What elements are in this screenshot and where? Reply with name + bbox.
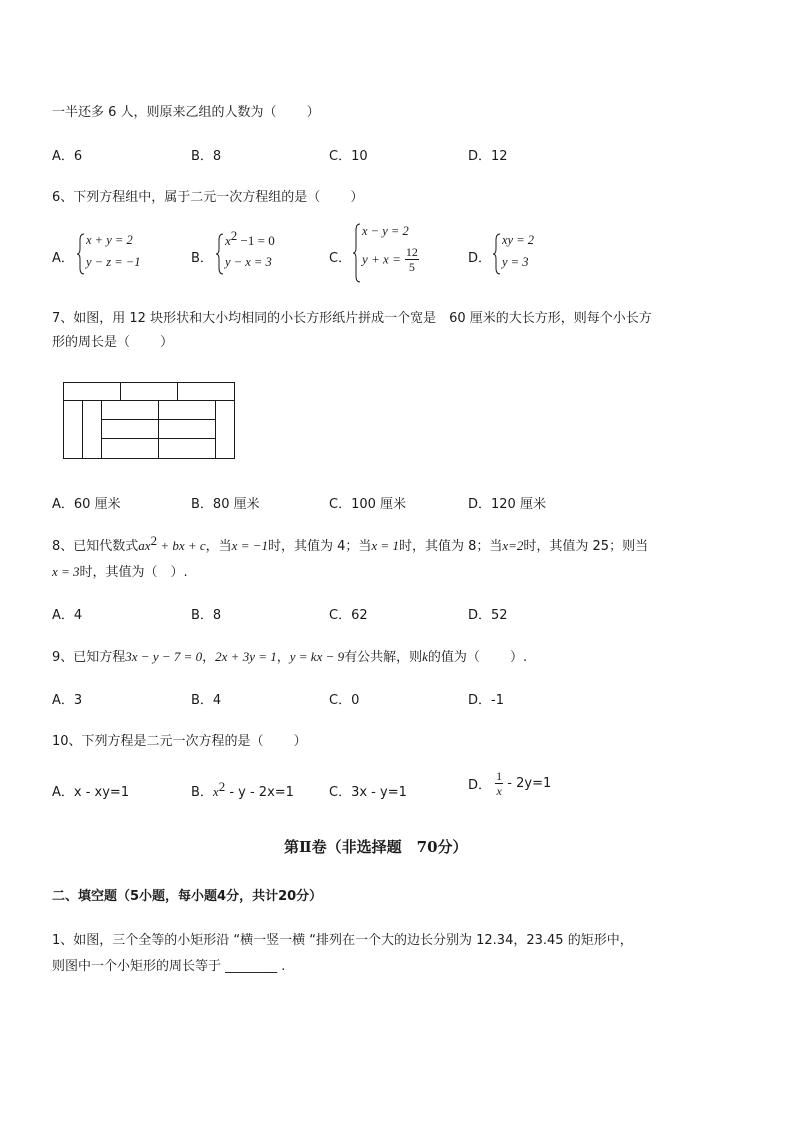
q6-b-rest: −1 = 0	[237, 233, 275, 248]
q9-option-a: A．3	[52, 693, 83, 708]
q7-option-c: C．100 厘米	[329, 497, 407, 512]
q10-b-exp: 2	[218, 779, 226, 794]
fill1-line1: 1、如图，三个全等的小矩形沿 “横一竖一横 “排列在一个大的边长分别为 12.34，23.45 的矩形中，	[52, 933, 633, 948]
q10-d-fraction	[495, 770, 503, 797]
q6-b-eq2: y − x = 3	[225, 255, 272, 269]
q8-s1: 8、已知代数式	[52, 539, 139, 554]
q6-b-exp: 2	[230, 228, 238, 243]
brace-icon	[492, 232, 502, 276]
q6-label-d: D．	[468, 251, 492, 266]
q6-d-eq1: xy = 2	[502, 233, 535, 247]
q6-c-numerator: 12	[405, 245, 418, 259]
fill1-line2: 则图中一个小矩形的周长等于 ________ .	[52, 959, 286, 974]
q10-b-label: B．	[191, 785, 213, 800]
q6-a-eq1: x + y = 2	[86, 233, 133, 247]
q9-eq-2: 2x + 3y = 1	[215, 649, 277, 664]
q7-rectangle-figure	[62, 381, 236, 460]
q6-label-c: C．	[329, 251, 352, 266]
q8-cond-1: x = −1	[231, 538, 268, 553]
q8-s6: 时，其值为（ ）.	[79, 565, 188, 580]
q6-system-a	[76, 232, 166, 276]
q8-s2: ，当	[205, 539, 232, 554]
q10-d-rest: - 2y=1	[507, 776, 552, 791]
q9-eq-1: 3x − y − 7 = 0	[125, 649, 203, 664]
q7-option-b: B．80 厘米	[191, 497, 260, 512]
q10-d-label: D．	[468, 778, 492, 793]
q10-b-rest: - y - 2x=1	[225, 785, 294, 800]
q5-option-b: B．8	[191, 149, 222, 164]
q6-label-b: B．	[191, 251, 213, 266]
q8-cond-3: x=2	[502, 538, 524, 553]
q9-s2: 有公共解，则	[344, 650, 423, 665]
q10-stem: 10、下列方程是二元一次方程的是（ ）	[52, 734, 307, 749]
q7-option-a: A．60 厘米	[52, 497, 121, 512]
q5-stem-tail: 一半还多 6 人，则原来乙组的人数为（ ）	[52, 105, 320, 120]
q8-option-a: A．4	[52, 608, 83, 623]
q9-stem	[52, 646, 527, 665]
q10-d-denominator: x	[496, 784, 502, 798]
q8-stem-line2	[52, 561, 188, 580]
q10-option-b	[191, 781, 294, 800]
q6-system-b	[215, 228, 305, 276]
q6-d-eq2: y = 3	[502, 255, 529, 269]
q8-stem-line1	[52, 535, 648, 554]
q8-option-c: C．62	[329, 608, 368, 623]
brace-icon	[352, 222, 362, 284]
q8-s3: 时，其值为 4；当	[268, 539, 372, 554]
q9-eq-3: y = kx − 9	[289, 649, 345, 664]
q6-b-eq1	[225, 228, 275, 249]
q10-option-c: C．3x - y=1	[329, 785, 407, 800]
q9-option-d: D．-1	[468, 693, 504, 708]
q9-option-b: B．4	[191, 693, 222, 708]
q9-sep-1: ，	[202, 650, 216, 665]
q6-c-eq2-left: y + x =	[362, 251, 401, 267]
q8-s4: 时，其值为 8；当	[398, 539, 503, 554]
q6-b-var: x	[225, 233, 231, 248]
q8-expr-rest: + bx + c	[157, 538, 206, 553]
q6-c-eq1: x − y = 2	[362, 224, 409, 238]
q10-d-numerator: 1	[496, 769, 503, 783]
q6-c-denominator: 5	[408, 260, 415, 274]
q6-c-fraction	[405, 246, 419, 273]
q7-stem-line1: 7、如图，用 12 块形状和大小均相同的小长方形纸片拼成一个宽是 60 厘米的大长方形，则每个小长方	[52, 311, 652, 326]
q8-option-d: D．52	[468, 608, 508, 623]
q9-sep-2: ，	[276, 650, 290, 665]
q9-s1: 9、已知方程	[52, 650, 126, 665]
q9-s3: 的值为（ ）.	[427, 650, 528, 665]
q7-option-d: D．120 厘米	[468, 497, 546, 512]
q5-option-a: A．6	[52, 149, 83, 164]
outer-rectangle	[64, 383, 235, 459]
q6-stem: 6、下列方程组中，属于二元一次方程组的是（ ）	[52, 190, 364, 205]
q7-stem-line2: 形的周长是（ ）	[52, 335, 174, 350]
q8-cond-2: x = 1	[371, 538, 399, 553]
section-2-title: 第Ⅱ卷（非选择题 70分）	[284, 838, 468, 856]
q10-option-d	[468, 770, 551, 806]
brace-icon	[76, 232, 86, 276]
q8-expr-exp: 2	[150, 533, 158, 548]
q8-expr-a: ax	[138, 538, 151, 553]
q9-option-c: C．0	[329, 693, 360, 708]
q8-s5: 时，其值为 25；则当	[523, 539, 649, 554]
q5-option-d: D．12	[468, 149, 508, 164]
q10-b-var: x	[212, 784, 219, 799]
q10-option-a: A．x - xy=1	[52, 785, 130, 800]
section-2-heading: 二、填空题（5小题，每小题4分，共计20分）	[52, 889, 323, 904]
q6-c-eq2	[362, 246, 419, 273]
brace-icon	[215, 232, 225, 276]
q6-a-eq2: y − z = −1	[86, 255, 141, 269]
q6-system-d	[492, 232, 582, 276]
q9-k: k	[422, 649, 428, 664]
q6-system-c	[352, 222, 442, 284]
q8-cond-4: x = 3	[52, 564, 80, 579]
q5-option-c: C．10	[329, 149, 368, 164]
q6-label-a: A．	[52, 251, 74, 266]
q8-option-b: B．8	[191, 608, 222, 623]
